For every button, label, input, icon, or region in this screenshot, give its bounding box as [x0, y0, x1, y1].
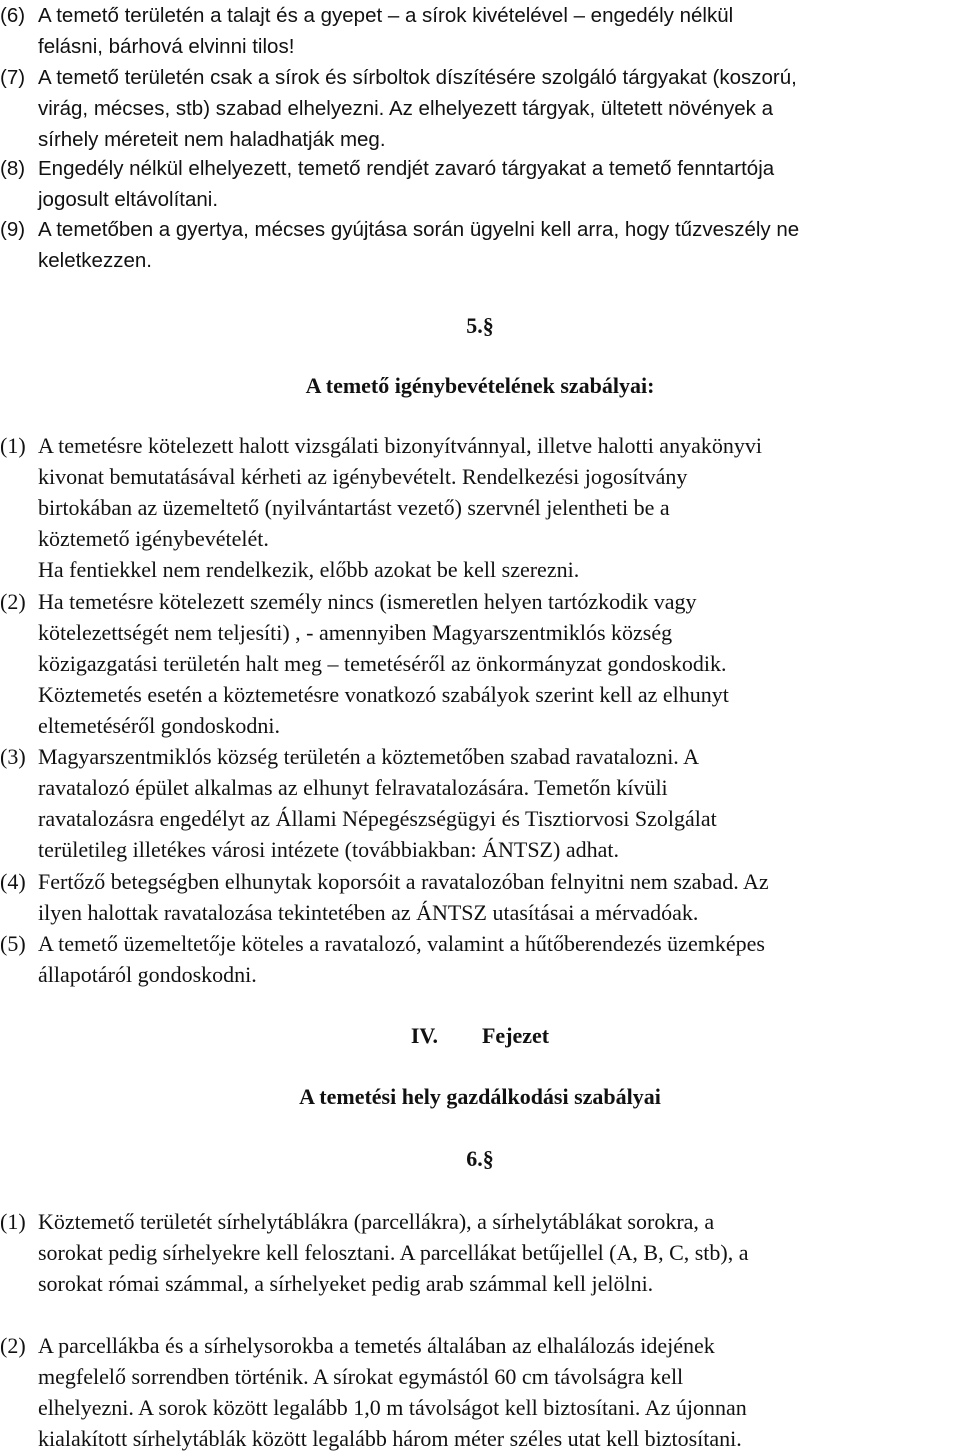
section5-paragraph-1 — [0, 430, 955, 585]
paragraph-number: (4) — [0, 869, 26, 894]
paragraph-7 — [0, 62, 955, 155]
paragraph-line: eltemetéséről gondoskodni. — [38, 713, 280, 738]
paragraph-line: Ha fentiekkel nem rendelkezik, előbb azokat be kell szerezni. — [38, 557, 580, 582]
chapter-roman: IV. — [410, 1023, 438, 1048]
paragraph-line: A temetőben a gyertya, mécses gyújtása során ügyelni kell arra, hogy tűzveszély ne — [38, 218, 800, 241]
paragraph-line: jogosult eltávolítani. — [38, 188, 219, 211]
section-title: A temető igénybevételének szabályai: — [305, 373, 655, 398]
paragraph-line: kialakított sírhelytáblák között legalább három méter széles utat kell biztosítani. — [38, 1426, 742, 1451]
paragraph-line: A temetésre kötelezett halott vizsgálati bizonyítvánnyal, illetve halotti anyakönyvi — [38, 433, 762, 458]
paragraph-number: (1) — [0, 433, 26, 458]
paragraph-line: köztemető igénybevételét. — [38, 526, 269, 551]
paragraph-line: birtokában az üzemeltető (nyilvántartást vezető) szervnél jelentheti be a — [38, 495, 670, 520]
paragraph-line: ilyen halottak ravatalozása tekintetében az ÁNTSZ utasításai a mérvadóak. — [38, 900, 699, 925]
paragraph-line: Fertőző betegségben elhunytak koporsóit a ravatalozóban felnyitni nem szabad. Az — [38, 869, 769, 894]
paragraph-line: Ha temetésre kötelezett személy nincs (ismeretlen helyen tartózkodik vagy — [38, 589, 697, 614]
paragraph-line: sorokat római számmal, a sírhelyeket pedig arab számmal kell jelölni. — [38, 1271, 654, 1296]
paragraph-line: ravatalozásra engedélyt az Állami Népegészségügyi és Tisztiorvosi Szolgálat — [38, 806, 717, 831]
paragraph-number: (3) — [0, 744, 26, 769]
section5-paragraph-2 — [0, 586, 955, 741]
section5-paragraph-3 — [0, 741, 955, 865]
paragraph-line: területileg illetékes városi intézete (továbbiakban: ÁNTSZ) adhat. — [38, 837, 619, 862]
paragraph-line: elhelyezni. A sorok között legalább 1,0 m távolságot kell biztosítani. Az újonnan — [38, 1395, 747, 1420]
paragraph-line: A temető területén a talajt és a gyepet – a sírok kivételével – engedély nélkül — [38, 4, 734, 27]
paragraph-line: sorokat pedig sírhelyekre kell felosztani. A parcellákat betűjellel (A, B, C, stb), a — [38, 1240, 749, 1265]
paragraph-line: felásni, bárhová elvinni tilos! — [38, 35, 295, 58]
paragraph-line: állapotáról gondoskodni. — [38, 962, 257, 987]
paragraph-number: (7) — [0, 66, 26, 89]
paragraph-line: sírhely méreteit nem haladhatják meg. — [38, 128, 386, 151]
paragraph-8 — [0, 153, 955, 215]
section5-paragraph-4 — [0, 866, 955, 928]
paragraph-line: A parcellákba és a sírhelysorokba a temetés általában az elhalálozás idejének — [38, 1333, 715, 1358]
paragraph-line: ravatalozó épület alkalmas az elhunyt felravatalozására. Temetőn kívüli — [38, 775, 668, 800]
paragraph-line: közigazgatási területén halt meg – temetéséről az önkormányzat gondoskodik. — [38, 651, 727, 676]
section6-paragraph-2 — [0, 1330, 955, 1454]
paragraph-number: (1) — [0, 1209, 26, 1234]
section6-paragraph-1 — [0, 1206, 955, 1299]
chapter-title: A temetési hely gazdálkodási szabályai — [299, 1084, 661, 1109]
chapter-label: Fejezet — [481, 1023, 550, 1048]
paragraph-line: A temető területén csak a sírok és sírboltok díszítésére szolgáló tárgyakat (koszorú, — [38, 66, 797, 89]
paragraph-line: A temető üzemeltetője köteles a ravatalozó, valamint a hűtőberendezés üzemképes — [38, 931, 765, 956]
paragraph-number: (5) — [0, 931, 26, 956]
chapter-heading — [0, 1020, 960, 1051]
paragraph-line: keletkezzen. — [38, 249, 152, 272]
paragraph-line: megfelelő sorrendben történik. A sírokat egymástól 60 cm távolságra kell — [38, 1364, 684, 1389]
paragraph-line: Engedély nélkül elhelyezett, temető rendjét zavaró tárgyakat a temető fenntartója — [38, 157, 775, 180]
paragraph-number: (6) — [0, 4, 26, 27]
section-number: 5.§ — [466, 313, 494, 338]
paragraph-9 — [0, 214, 955, 276]
paragraph-6 — [0, 0, 955, 62]
paragraph-line: kötelezettségét nem teljesíti) , - amennyiben Magyarszentmiklós község — [38, 620, 673, 645]
paragraph-number: (9) — [0, 218, 26, 241]
paragraph-line: kivonat bemutatásával kérheti az igénybevételt. Rendelkezési jogosítvány — [38, 464, 688, 489]
section-number: 6.§ — [466, 1146, 494, 1171]
paragraph-number: (8) — [0, 157, 26, 180]
paragraph-number: (2) — [0, 589, 26, 614]
paragraph-line: Magyarszentmiklós község területén a köztemetőben szabad ravatalozni. A — [38, 744, 699, 769]
paragraph-line: Köztemető területét sírhelytáblákra (parcellákra), a sírhelytáblákat sorokra, a — [38, 1209, 715, 1234]
paragraph-line: virág, mécses, stb) szabad elhelyezni. Az elhelyezett tárgyak, ültetett növények a — [38, 97, 773, 120]
paragraph-line: Köztemetés esetén a köztemetésre vonatkozó szabályok szerint kell az elhunyt — [38, 682, 729, 707]
paragraph-number: (2) — [0, 1333, 26, 1358]
section5-paragraph-5 — [0, 928, 955, 990]
